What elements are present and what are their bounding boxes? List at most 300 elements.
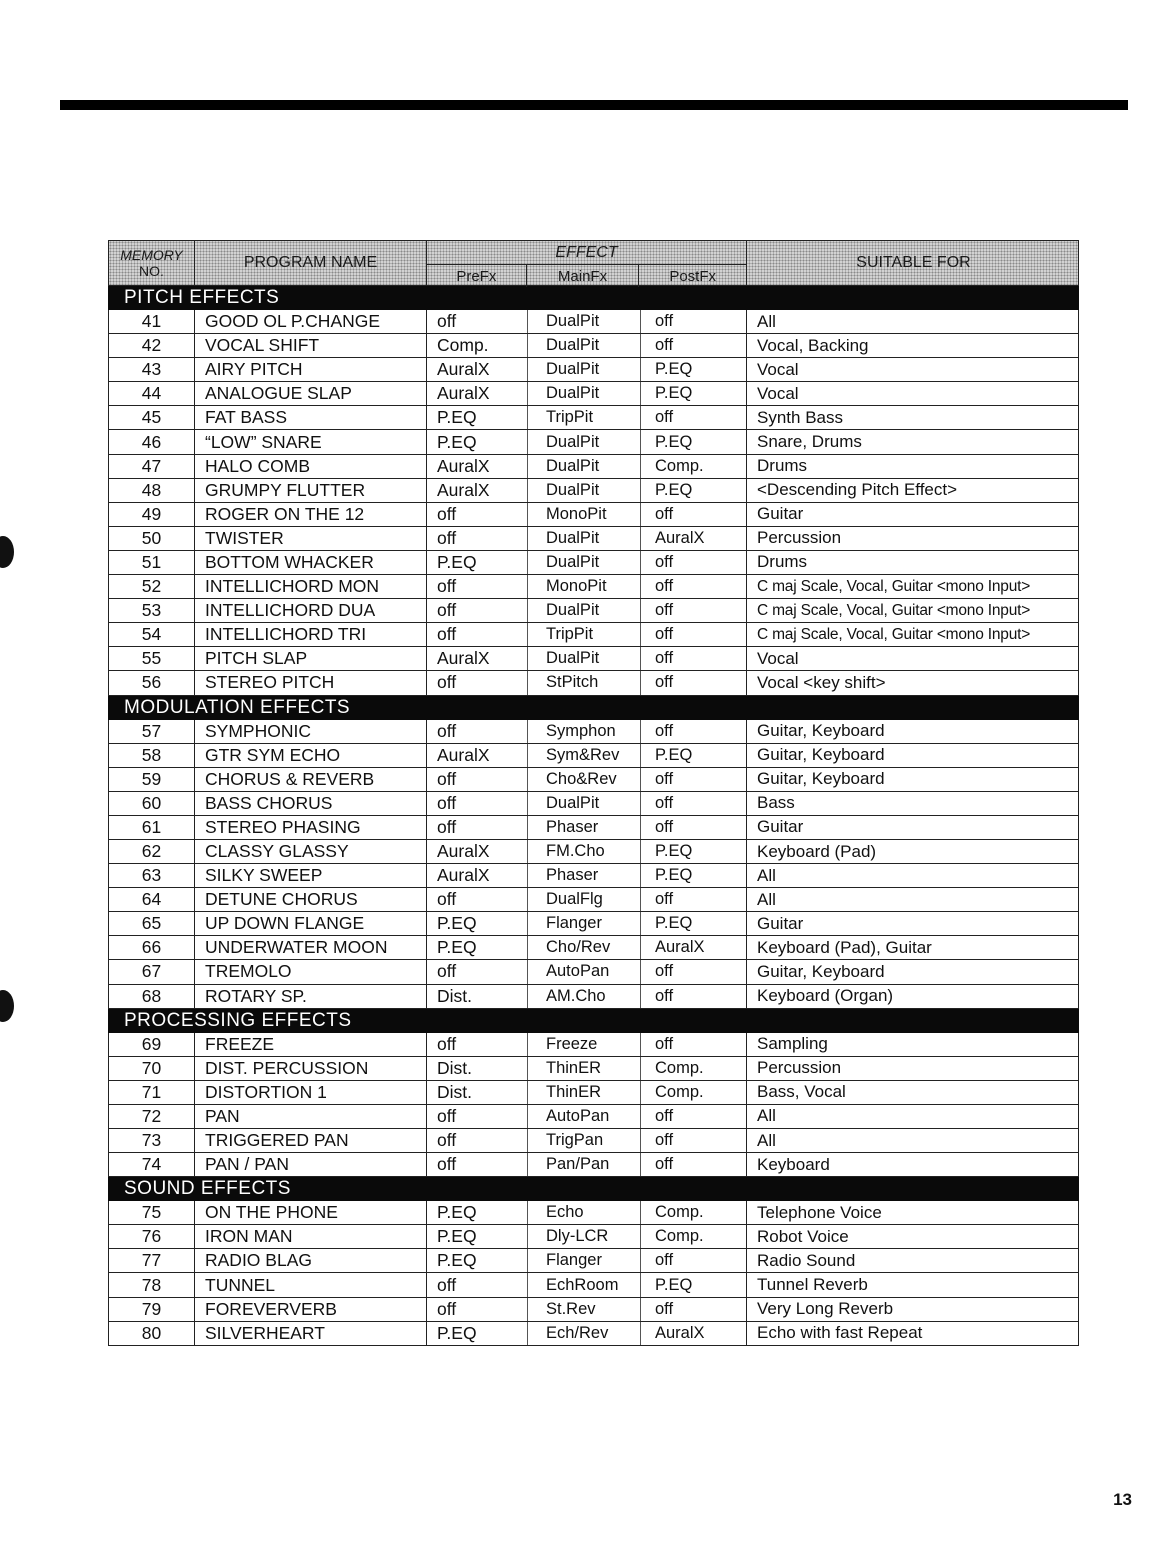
suitable-for-cell: <Descending Pitch Effect> xyxy=(757,480,958,500)
memory-no-cell: 49 xyxy=(109,503,195,526)
prefx-cell: AuralX xyxy=(437,648,490,669)
suitable-for-cell: Guitar xyxy=(757,913,804,933)
suitable-for-cell: Guitar xyxy=(757,504,804,524)
top-rule xyxy=(60,100,1128,110)
memory-no-cell: 78 xyxy=(109,1273,195,1296)
program-name-cell: AIRY PITCH xyxy=(195,358,427,381)
mainfx-cell: DualPit xyxy=(527,310,640,333)
memory-no-cell: 76 xyxy=(109,1225,195,1248)
suitable-for-cell: Vocal, Backing xyxy=(757,335,869,355)
mainfx-cell: Sym&Rev xyxy=(527,744,640,767)
table-row xyxy=(108,647,1079,671)
effect-header xyxy=(427,241,747,285)
postfx-cell: P.EQ xyxy=(640,912,747,935)
postfx-cell: off xyxy=(640,960,747,983)
prefx-cell: Dist. xyxy=(437,985,472,1006)
mainfx-cell: TripPit xyxy=(527,623,640,646)
table-row xyxy=(108,720,1079,744)
prefx-cell: off xyxy=(437,1274,457,1295)
postfx-cell: P.EQ xyxy=(640,864,747,887)
postfx-cell: off xyxy=(640,1298,747,1321)
prefx-cell: AuralX xyxy=(437,841,490,862)
prefx-cell: Dist. xyxy=(437,1057,472,1078)
section-header: PITCH EFFECTS xyxy=(108,286,1079,310)
memory-no-cell: 74 xyxy=(109,1153,195,1176)
table-row xyxy=(108,840,1079,864)
table-body xyxy=(108,286,1079,1346)
prefx-cell: off xyxy=(437,576,457,597)
program-name-cell: UNDERWATER MOON xyxy=(195,936,427,959)
mainfx-cell: Symphon xyxy=(527,720,640,743)
memory-no-cell: 56 xyxy=(109,671,195,694)
postfx-cell: off xyxy=(640,334,747,357)
program-name-cell: ON THE PHONE xyxy=(195,1201,427,1224)
mainfx-cell: AutoPan xyxy=(527,960,640,983)
program-name-cell: IRON MAN xyxy=(195,1225,427,1248)
postfx-cell: off xyxy=(640,575,747,598)
suitable-for-cell: All xyxy=(757,889,776,909)
suitable-for-header: SUITABLE FOR xyxy=(856,254,971,271)
mainfx-cell: StPitch xyxy=(527,671,640,694)
mainfx-cell: DualPit xyxy=(527,599,640,622)
memory-no-cell: 65 xyxy=(109,912,195,935)
mainfx-cell: Dly-LCR xyxy=(527,1225,640,1248)
table-row xyxy=(108,816,1079,840)
mainfx-header: MainFx xyxy=(527,265,640,287)
table-row xyxy=(108,1033,1079,1057)
suitable-for-cell: Very Long Reverb xyxy=(757,1299,894,1319)
table-row xyxy=(108,792,1079,816)
mainfx-cell: DualPit xyxy=(527,792,640,815)
mainfx-cell: DualPit xyxy=(527,358,640,381)
postfx-cell: Comp. xyxy=(640,1057,747,1080)
program-name-cell: STEREO PITCH xyxy=(195,671,427,694)
table-row xyxy=(108,551,1079,575)
mainfx-cell: Ech/Rev xyxy=(527,1322,640,1345)
mainfx-cell: Cho&Rev xyxy=(527,768,640,791)
program-name-cell: BOTTOM WHACKER xyxy=(195,551,427,574)
memory-no-cell: 46 xyxy=(109,430,195,453)
prefx-cell: off xyxy=(437,961,457,982)
prefx-cell: P.EQ xyxy=(437,431,477,452)
memory-no-cell: 66 xyxy=(109,936,195,959)
prefx-cell: P.EQ xyxy=(437,1202,477,1223)
table-row xyxy=(108,744,1079,768)
postfx-cell: off xyxy=(640,720,747,743)
memory-no-cell: 57 xyxy=(109,720,195,743)
mainfx-cell: ThinER xyxy=(527,1081,640,1104)
program-name-cell: UP DOWN FLANGE xyxy=(195,912,427,935)
page-number: 13 xyxy=(1113,1490,1132,1509)
program-name-cell: GTR SYM ECHO xyxy=(195,744,427,767)
mainfx-cell: Phaser xyxy=(527,816,640,839)
prefx-cell: AuralX xyxy=(437,359,490,380)
memory-no-cell: 54 xyxy=(109,623,195,646)
memory-header-line1: MEMORY xyxy=(120,247,183,263)
mainfx-cell: DualPit xyxy=(527,527,640,550)
mainfx-cell: MonoPit xyxy=(527,503,640,526)
prefx-cell: off xyxy=(437,672,457,693)
memory-no-cell: 48 xyxy=(109,479,195,502)
suitable-for-cell: Vocal xyxy=(757,383,799,403)
postfx-cell: Comp. xyxy=(640,455,747,478)
prefx-cell: P.EQ xyxy=(437,1322,477,1343)
mainfx-cell: DualFlg xyxy=(527,888,640,911)
prefx-cell: Dist. xyxy=(437,1081,472,1102)
memory-no-cell: 64 xyxy=(109,888,195,911)
program-name-cell: GOOD OL P.CHANGE xyxy=(195,310,427,333)
suitable-for-cell: Percussion xyxy=(757,1058,842,1078)
program-name-cell: VOCAL SHIFT xyxy=(195,334,427,357)
table-row xyxy=(108,671,1079,695)
table-row xyxy=(108,1249,1079,1273)
program-name-cell: PITCH SLAP xyxy=(195,647,427,670)
program-name-cell: DETUNE CHORUS xyxy=(195,888,427,911)
memory-no-cell: 79 xyxy=(109,1298,195,1321)
suitable-for-cell: Keyboard (Pad) xyxy=(757,841,877,861)
memory-no-cell: 41 xyxy=(109,310,195,333)
table-row xyxy=(108,936,1079,960)
prefx-cell: off xyxy=(437,527,457,548)
program-name-cell: INTELLICHORD TRI xyxy=(195,623,427,646)
mainfx-cell: Echo xyxy=(527,1201,640,1224)
table-row xyxy=(108,1273,1079,1297)
postfx-cell: off xyxy=(640,1129,747,1152)
program-name-cell: SILKY SWEEP xyxy=(195,864,427,887)
section-header: PROCESSING EFFECTS xyxy=(108,1009,1079,1033)
program-table xyxy=(108,240,1079,1346)
program-name-cell: TWISTER xyxy=(195,527,427,550)
memory-no-cell: 63 xyxy=(109,864,195,887)
prefx-cell: off xyxy=(437,792,457,813)
mainfx-cell: Cho/Rev xyxy=(527,936,640,959)
program-name-cell: PAN xyxy=(195,1105,427,1128)
mainfx-cell: DualPit xyxy=(527,430,640,453)
section-header: SOUND EFFECTS xyxy=(108,1177,1079,1201)
binder-hole-mark xyxy=(0,536,14,568)
postfx-cell: off xyxy=(640,816,747,839)
table-row xyxy=(108,1081,1079,1105)
mainfx-cell: Flanger xyxy=(527,1249,640,1272)
prefx-cell: off xyxy=(437,720,457,741)
program-name-cell: GRUMPY FLUTTER xyxy=(195,479,427,502)
suitable-for-cell: Echo with fast Repeat xyxy=(757,1323,923,1343)
program-name-cell: SILVERHEART xyxy=(195,1322,427,1345)
table-row xyxy=(108,430,1079,454)
table-row xyxy=(108,310,1079,334)
suitable-for-cell: Tunnel Reverb xyxy=(757,1275,868,1295)
postfx-cell: P.EQ xyxy=(640,382,747,405)
postfx-cell: off xyxy=(640,503,747,526)
mainfx-cell: TrigPan xyxy=(527,1129,640,1152)
prefx-cell: AuralX xyxy=(437,383,490,404)
memory-no-cell: 47 xyxy=(109,455,195,478)
memory-no-cell: 53 xyxy=(109,599,195,622)
postfx-cell: off xyxy=(640,406,747,429)
mainfx-cell: Freeze xyxy=(527,1033,640,1056)
suitable-for-cell: Synth Bass xyxy=(757,407,843,427)
effect-header-title: EFFECT xyxy=(427,241,746,265)
mainfx-cell: FM.Cho xyxy=(527,840,640,863)
prefx-cell: P.EQ xyxy=(437,551,477,572)
prefx-cell: AuralX xyxy=(437,479,490,500)
prefx-cell: off xyxy=(437,889,457,910)
table-row xyxy=(108,623,1079,647)
memory-no-cell: 62 xyxy=(109,840,195,863)
mainfx-cell: MonoPit xyxy=(527,575,640,598)
postfx-cell: P.EQ xyxy=(640,1273,747,1296)
suitable-for-cell: C maj Scale, Vocal, Guitar <mono Input> xyxy=(757,625,1031,643)
postfx-cell: off xyxy=(640,1249,747,1272)
mainfx-cell: EchRoom xyxy=(527,1273,640,1296)
suitable-for-cell: Radio Sound xyxy=(757,1250,856,1270)
suitable-for-cell: All xyxy=(757,1106,776,1126)
section-header: MODULATION EFFECTS xyxy=(108,696,1079,720)
suitable-for-cell: Keyboard (Organ) xyxy=(757,986,894,1006)
prefx-cell: off xyxy=(437,600,457,621)
memory-no-cell: 73 xyxy=(109,1129,195,1152)
memory-no-cell: 77 xyxy=(109,1249,195,1272)
suitable-for-cell: Vocal xyxy=(757,359,799,379)
prefx-cell: off xyxy=(437,1105,457,1126)
suitable-for-cell: All xyxy=(757,865,776,885)
memory-header-line2: NO. xyxy=(139,263,164,279)
postfx-cell: P.EQ xyxy=(640,744,747,767)
table-row xyxy=(108,1129,1079,1153)
postfx-cell: off xyxy=(640,671,747,694)
mainfx-cell: DualPit xyxy=(527,551,640,574)
mainfx-cell: AM.Cho xyxy=(527,985,640,1008)
program-name-cell: ROGER ON THE 12 xyxy=(195,503,427,526)
mainfx-cell: TripPit xyxy=(527,406,640,429)
suitable-for-cell: Vocal <key shift> xyxy=(757,672,886,692)
prefx-cell: P.EQ xyxy=(437,1250,477,1271)
suitable-for-cell: Guitar, Keyboard xyxy=(757,769,885,789)
memory-no-cell: 72 xyxy=(109,1105,195,1128)
postfx-cell: off xyxy=(640,1153,747,1176)
suitable-for-cell: Telephone Voice xyxy=(757,1202,882,1222)
memory-no-cell: 58 xyxy=(109,744,195,767)
memory-no-cell: 68 xyxy=(109,985,195,1008)
memory-no-header xyxy=(109,241,195,285)
mainfx-cell: DualPit xyxy=(527,334,640,357)
mainfx-cell: Phaser xyxy=(527,864,640,887)
memory-no-cell: 42 xyxy=(109,334,195,357)
memory-no-cell: 52 xyxy=(109,575,195,598)
prefx-cell: off xyxy=(437,1033,457,1054)
suitable-for-cell: All xyxy=(757,1130,776,1150)
memory-no-cell: 67 xyxy=(109,960,195,983)
memory-no-cell: 80 xyxy=(109,1322,195,1345)
prefx-cell: off xyxy=(437,311,457,332)
prefx-cell: AuralX xyxy=(437,865,490,886)
suitable-for-cell: Keyboard (Pad), Guitar xyxy=(757,937,932,957)
memory-no-cell: 43 xyxy=(109,358,195,381)
mainfx-cell: DualPit xyxy=(527,479,640,502)
suitable-for-cell: Guitar, Keyboard xyxy=(757,961,885,981)
prefx-cell: P.EQ xyxy=(437,1226,477,1247)
program-name-cell: HALO COMB xyxy=(195,455,427,478)
memory-no-cell: 51 xyxy=(109,551,195,574)
program-name-cell: DISTORTION 1 xyxy=(195,1081,427,1104)
prefx-cell: off xyxy=(437,816,457,837)
table-row xyxy=(108,1057,1079,1081)
memory-no-cell: 60 xyxy=(109,792,195,815)
postfx-cell: Comp. xyxy=(640,1081,747,1104)
prefx-cell: AuralX xyxy=(437,455,490,476)
suitable-for-cell: Vocal xyxy=(757,648,799,668)
table-row xyxy=(108,960,1079,984)
table-row xyxy=(108,1105,1079,1129)
mainfx-cell: AutoPan xyxy=(527,1105,640,1128)
prefx-cell: P.EQ xyxy=(437,913,477,934)
suitable-for-cell: Drums xyxy=(757,456,808,476)
suitable-for-cell: All xyxy=(757,311,776,331)
program-name-cell: SYMPHONIC xyxy=(195,720,427,743)
memory-no-cell: 71 xyxy=(109,1081,195,1104)
program-name-cell: CLASSY GLASSY xyxy=(195,840,427,863)
postfx-cell: P.EQ xyxy=(640,430,747,453)
program-name-cell: INTELLICHORD DUA xyxy=(195,599,427,622)
suitable-for-cell: Guitar, Keyboard xyxy=(757,745,885,765)
prefx-cell: off xyxy=(437,768,457,789)
table-row xyxy=(108,382,1079,406)
memory-no-cell: 55 xyxy=(109,647,195,670)
table-row xyxy=(108,406,1079,430)
mainfx-cell: DualPit xyxy=(527,647,640,670)
program-name-cell: ANALOGUE SLAP xyxy=(195,382,427,405)
postfx-cell: P.EQ xyxy=(640,840,747,863)
table-row xyxy=(108,768,1079,792)
prefx-cell: off xyxy=(437,1298,457,1319)
table-row xyxy=(108,864,1079,888)
table-row xyxy=(108,479,1079,503)
program-name-cell: “LOW” SNARE xyxy=(195,430,427,453)
suitable-for-cell: Guitar xyxy=(757,817,804,837)
program-name-cell: FOREVERVERB xyxy=(195,1298,427,1321)
memory-no-cell: 59 xyxy=(109,768,195,791)
postfx-cell: AuralX xyxy=(640,936,747,959)
mainfx-cell: ThinER xyxy=(527,1057,640,1080)
postfx-cell: Comp. xyxy=(640,1225,747,1248)
table-row xyxy=(108,527,1079,551)
program-name-cell: STEREO PHASING xyxy=(195,816,427,839)
program-name-header: PROGRAM NAME xyxy=(195,241,427,285)
program-name-cell: FAT BASS xyxy=(195,406,427,429)
program-name-cell: PAN / PAN xyxy=(195,1153,427,1176)
suitable-for-cell: C maj Scale, Vocal, Guitar <mono Input> xyxy=(757,577,1031,595)
table-row xyxy=(108,985,1079,1009)
program-name-cell: ROTARY SP. xyxy=(195,985,427,1008)
suitable-for-cell: Drums xyxy=(757,552,808,572)
table-row xyxy=(108,912,1079,936)
suitable-for-cell: Percussion xyxy=(757,528,842,548)
memory-no-cell: 50 xyxy=(109,527,195,550)
mainfx-cell: DualPit xyxy=(527,455,640,478)
program-name-cell: CHORUS & REVERB xyxy=(195,768,427,791)
program-name-cell: TUNNEL xyxy=(195,1273,427,1296)
mainfx-cell: Flanger xyxy=(527,912,640,935)
table-row xyxy=(108,503,1079,527)
table-row xyxy=(108,575,1079,599)
mainfx-cell: Pan/Pan xyxy=(527,1153,640,1176)
postfx-cell: off xyxy=(640,1033,747,1056)
memory-no-cell: 70 xyxy=(109,1057,195,1080)
table-header xyxy=(108,240,1079,286)
suitable-for-cell: Bass, Vocal xyxy=(757,1082,846,1102)
memory-no-cell: 61 xyxy=(109,816,195,839)
program-name-cell: TRIGGERED PAN xyxy=(195,1129,427,1152)
postfx-cell: off xyxy=(640,1105,747,1128)
table-row xyxy=(108,1201,1079,1225)
prefx-cell: off xyxy=(437,624,457,645)
prefx-cell: AuralX xyxy=(437,744,490,765)
prefx-cell: Comp. xyxy=(437,335,489,356)
memory-no-cell: 45 xyxy=(109,406,195,429)
suitable-for-cell: Keyboard xyxy=(757,1154,830,1174)
table-row xyxy=(108,1322,1079,1346)
table-row xyxy=(108,1225,1079,1249)
postfx-cell: Comp. xyxy=(640,1201,747,1224)
prefx-cell: off xyxy=(437,1154,457,1175)
prefx-cell: P.EQ xyxy=(437,937,477,958)
postfx-cell: off xyxy=(640,888,747,911)
postfx-header: PostFx xyxy=(669,267,716,285)
postfx-cell: off xyxy=(640,647,747,670)
prefx-cell: off xyxy=(437,503,457,524)
table-row xyxy=(108,1298,1079,1322)
prefx-cell: off xyxy=(437,1130,457,1151)
suitable-for-cell: C maj Scale, Vocal, Guitar <mono Input> xyxy=(757,601,1031,619)
postfx-cell: off xyxy=(640,985,747,1008)
program-name-cell: DIST. PERCUSSION xyxy=(195,1057,427,1080)
program-name-cell: FREEZE xyxy=(195,1033,427,1056)
postfx-cell: P.EQ xyxy=(640,479,747,502)
program-name-cell: INTELLICHORD MON xyxy=(195,575,427,598)
table-row xyxy=(108,358,1079,382)
suitable-for-cell: Robot Voice xyxy=(757,1226,849,1246)
mainfx-cell: DualPit xyxy=(527,382,640,405)
memory-no-cell: 44 xyxy=(109,382,195,405)
suitable-for-cell: Guitar, Keyboard xyxy=(757,721,885,741)
program-name-cell: TREMOLO xyxy=(195,960,427,983)
postfx-cell: off xyxy=(640,792,747,815)
table-row xyxy=(108,888,1079,912)
suitable-for-cell: Snare, Drums xyxy=(757,432,862,452)
postfx-cell: off xyxy=(640,310,747,333)
table-row xyxy=(108,334,1079,358)
postfx-cell: off xyxy=(640,551,747,574)
prefx-cell: P.EQ xyxy=(437,407,477,428)
suitable-for-cell: Sampling xyxy=(757,1034,828,1054)
postfx-cell: off xyxy=(640,623,747,646)
table-row xyxy=(108,599,1079,623)
binder-hole-mark xyxy=(0,990,14,1022)
memory-no-cell: 69 xyxy=(109,1033,195,1056)
table-row xyxy=(108,1153,1079,1177)
table-row xyxy=(108,455,1079,479)
program-name-cell: BASS CHORUS xyxy=(195,792,427,815)
postfx-cell: AuralX xyxy=(640,527,747,550)
postfx-cell: P.EQ xyxy=(640,358,747,381)
postfx-cell: off xyxy=(640,599,747,622)
prefx-header: PreFx xyxy=(427,265,527,287)
mainfx-cell: St.Rev xyxy=(527,1298,640,1321)
postfx-cell: AuralX xyxy=(640,1322,747,1345)
memory-no-cell: 75 xyxy=(109,1201,195,1224)
suitable-for-cell: Bass xyxy=(757,793,795,813)
program-name-cell: RADIO BLAG xyxy=(195,1249,427,1272)
